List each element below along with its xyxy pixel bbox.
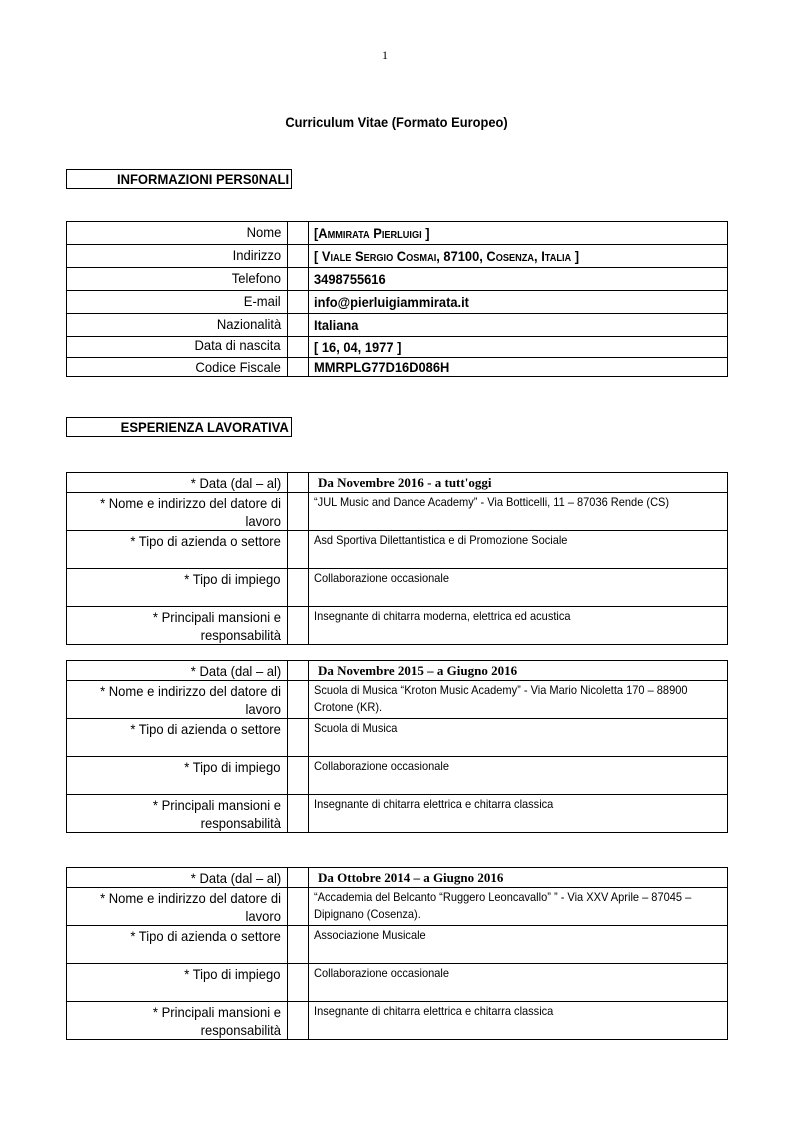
- document-title: Curriculum Vitae (Formato Europeo): [285, 114, 508, 130]
- job-row-type: [67, 757, 728, 795]
- job-1-duties: Insegnante di chitarra moderna, elettrica ed acustica: [314, 609, 571, 623]
- label-job-type: * Tipo di impiego: [184, 966, 281, 982]
- label-sector: * Tipo di azienda o settore: [130, 928, 281, 944]
- label-job-type: * Tipo di impiego: [184, 759, 281, 775]
- label-job-type: * Tipo di impiego: [184, 571, 281, 587]
- label-employer: * Nome e indirizzo del datore di lavoro: [100, 890, 281, 924]
- label-email: E-mail: [244, 293, 281, 309]
- personal-info-table: [66, 221, 728, 377]
- label-nazionalita: Nazionalità: [216, 316, 281, 332]
- job-row-sector: [67, 531, 728, 569]
- job-2-duties: Insegnante di chitarra elettrica e chitarra classica: [314, 797, 554, 811]
- value-nazionalita: Italiana: [314, 317, 359, 333]
- job-row-employer: [67, 888, 728, 926]
- job-1-employer: “JUL Music and Dance Academy” - Via Botticelli, 11 – 87036 Rende (CS): [314, 495, 670, 509]
- section-title-personal-text: INFORMAZIONI PERS0NALI: [116, 171, 289, 187]
- page-number: 1: [382, 48, 388, 62]
- job-3-type: Collaborazione occasionale: [314, 966, 450, 980]
- label-date: * Data (dal – al): [190, 663, 281, 679]
- value-email[interactable]: info@pierluigiammirata.it: [314, 294, 469, 310]
- value-nome: [Ammirata Pierluigi ]: [314, 225, 430, 241]
- job-row-type: [67, 569, 728, 607]
- value-indirizzo: [ Viale Sergio Cosmai, 87100, Cosenza, Italia ]: [314, 248, 580, 264]
- job-row-employer: [67, 681, 728, 719]
- job-1-type: Collaborazione occasionale: [314, 571, 450, 585]
- label-duties: * Principali mansioni e responsabilità: [152, 797, 281, 831]
- personal-row-name: [67, 222, 728, 245]
- personal-row-address: [67, 245, 728, 268]
- job-table-2: [66, 660, 728, 833]
- job-3-employer: “Accademia del Belcanto “Ruggero Leoncavallo” ” - Via XXV Aprile – 87045 – Dipignano (Cosenza).: [314, 890, 692, 921]
- label-sector: * Tipo di azienda o settore: [130, 533, 281, 549]
- personal-row-nationality: [67, 314, 728, 337]
- label-duties: * Principali mansioni e responsabilità: [152, 609, 281, 643]
- personal-row-email: [67, 291, 728, 314]
- job-row-date: [67, 473, 728, 493]
- job-3-sector: Associazione Musicale: [314, 928, 426, 942]
- job-3-date: Da Ottobre 2014 – a Giugno 2016: [309, 868, 728, 888]
- job-row-duties: [67, 607, 728, 645]
- personal-row-phone: [67, 268, 728, 291]
- job-2-date: Da Novembre 2015 – a Giugno 2016: [309, 661, 728, 681]
- personal-row-tax-code: [67, 358, 728, 377]
- job-1-sector: Asd Sportiva Dilettantistica e di Promozione Sociale: [314, 533, 568, 547]
- label-nome: Nome: [246, 224, 281, 240]
- job-2-employer: Scuola di Musica “Kroton Music Academy” - Via Mario Nicoletta 170 – 88900 Crotone (KR).: [314, 683, 688, 714]
- job-table-3: [66, 867, 728, 1040]
- label-indirizzo: Indirizzo: [232, 247, 281, 263]
- value-telefono: 3498755616: [314, 271, 386, 287]
- job-row-employer: [67, 493, 728, 531]
- label-codice-fiscale: Codice Fiscale: [195, 359, 281, 375]
- label-date: * Data (dal – al): [190, 475, 281, 491]
- label-date: * Data (dal – al): [190, 870, 281, 886]
- label-sector: * Tipo di azienda o settore: [130, 721, 281, 737]
- label-employer: * Nome e indirizzo del datore di lavoro: [100, 495, 281, 529]
- section-title-experience: [66, 417, 292, 437]
- section-title-experience-text: ESPERIENZA LAVORATIVA: [120, 419, 289, 435]
- job-row-duties: [67, 795, 728, 833]
- label-duties: * Principali mansioni e responsabilità: [152, 1004, 281, 1038]
- job-2-sector: Scuola di Musica: [314, 721, 398, 735]
- section-title-personal: [66, 169, 292, 189]
- job-3-duties: Insegnante di chitarra elettrica e chitarra classica: [314, 1004, 554, 1018]
- job-row-date: [67, 661, 728, 681]
- label-data-nascita: Data di nascita: [194, 337, 281, 353]
- personal-row-birthdate: [67, 337, 728, 358]
- job-row-sector: [67, 926, 728, 964]
- label-telefono: Telefono: [231, 270, 281, 286]
- label-employer: * Nome e indirizzo del datore di lavoro: [100, 683, 281, 717]
- job-row-date: [67, 868, 728, 888]
- job-2-type: Collaborazione occasionale: [314, 759, 450, 773]
- value-data-nascita: [ 16, 04, 1977 ]: [314, 339, 402, 355]
- job-1-date: Da Novembre 2016 - a tutt'oggi: [309, 473, 728, 493]
- job-row-sector: [67, 719, 728, 757]
- job-row-type: [67, 964, 728, 1002]
- job-row-duties: [67, 1002, 728, 1040]
- job-table-1: [66, 472, 728, 645]
- value-codice-fiscale: MMRPLG77D16D086H: [314, 359, 450, 375]
